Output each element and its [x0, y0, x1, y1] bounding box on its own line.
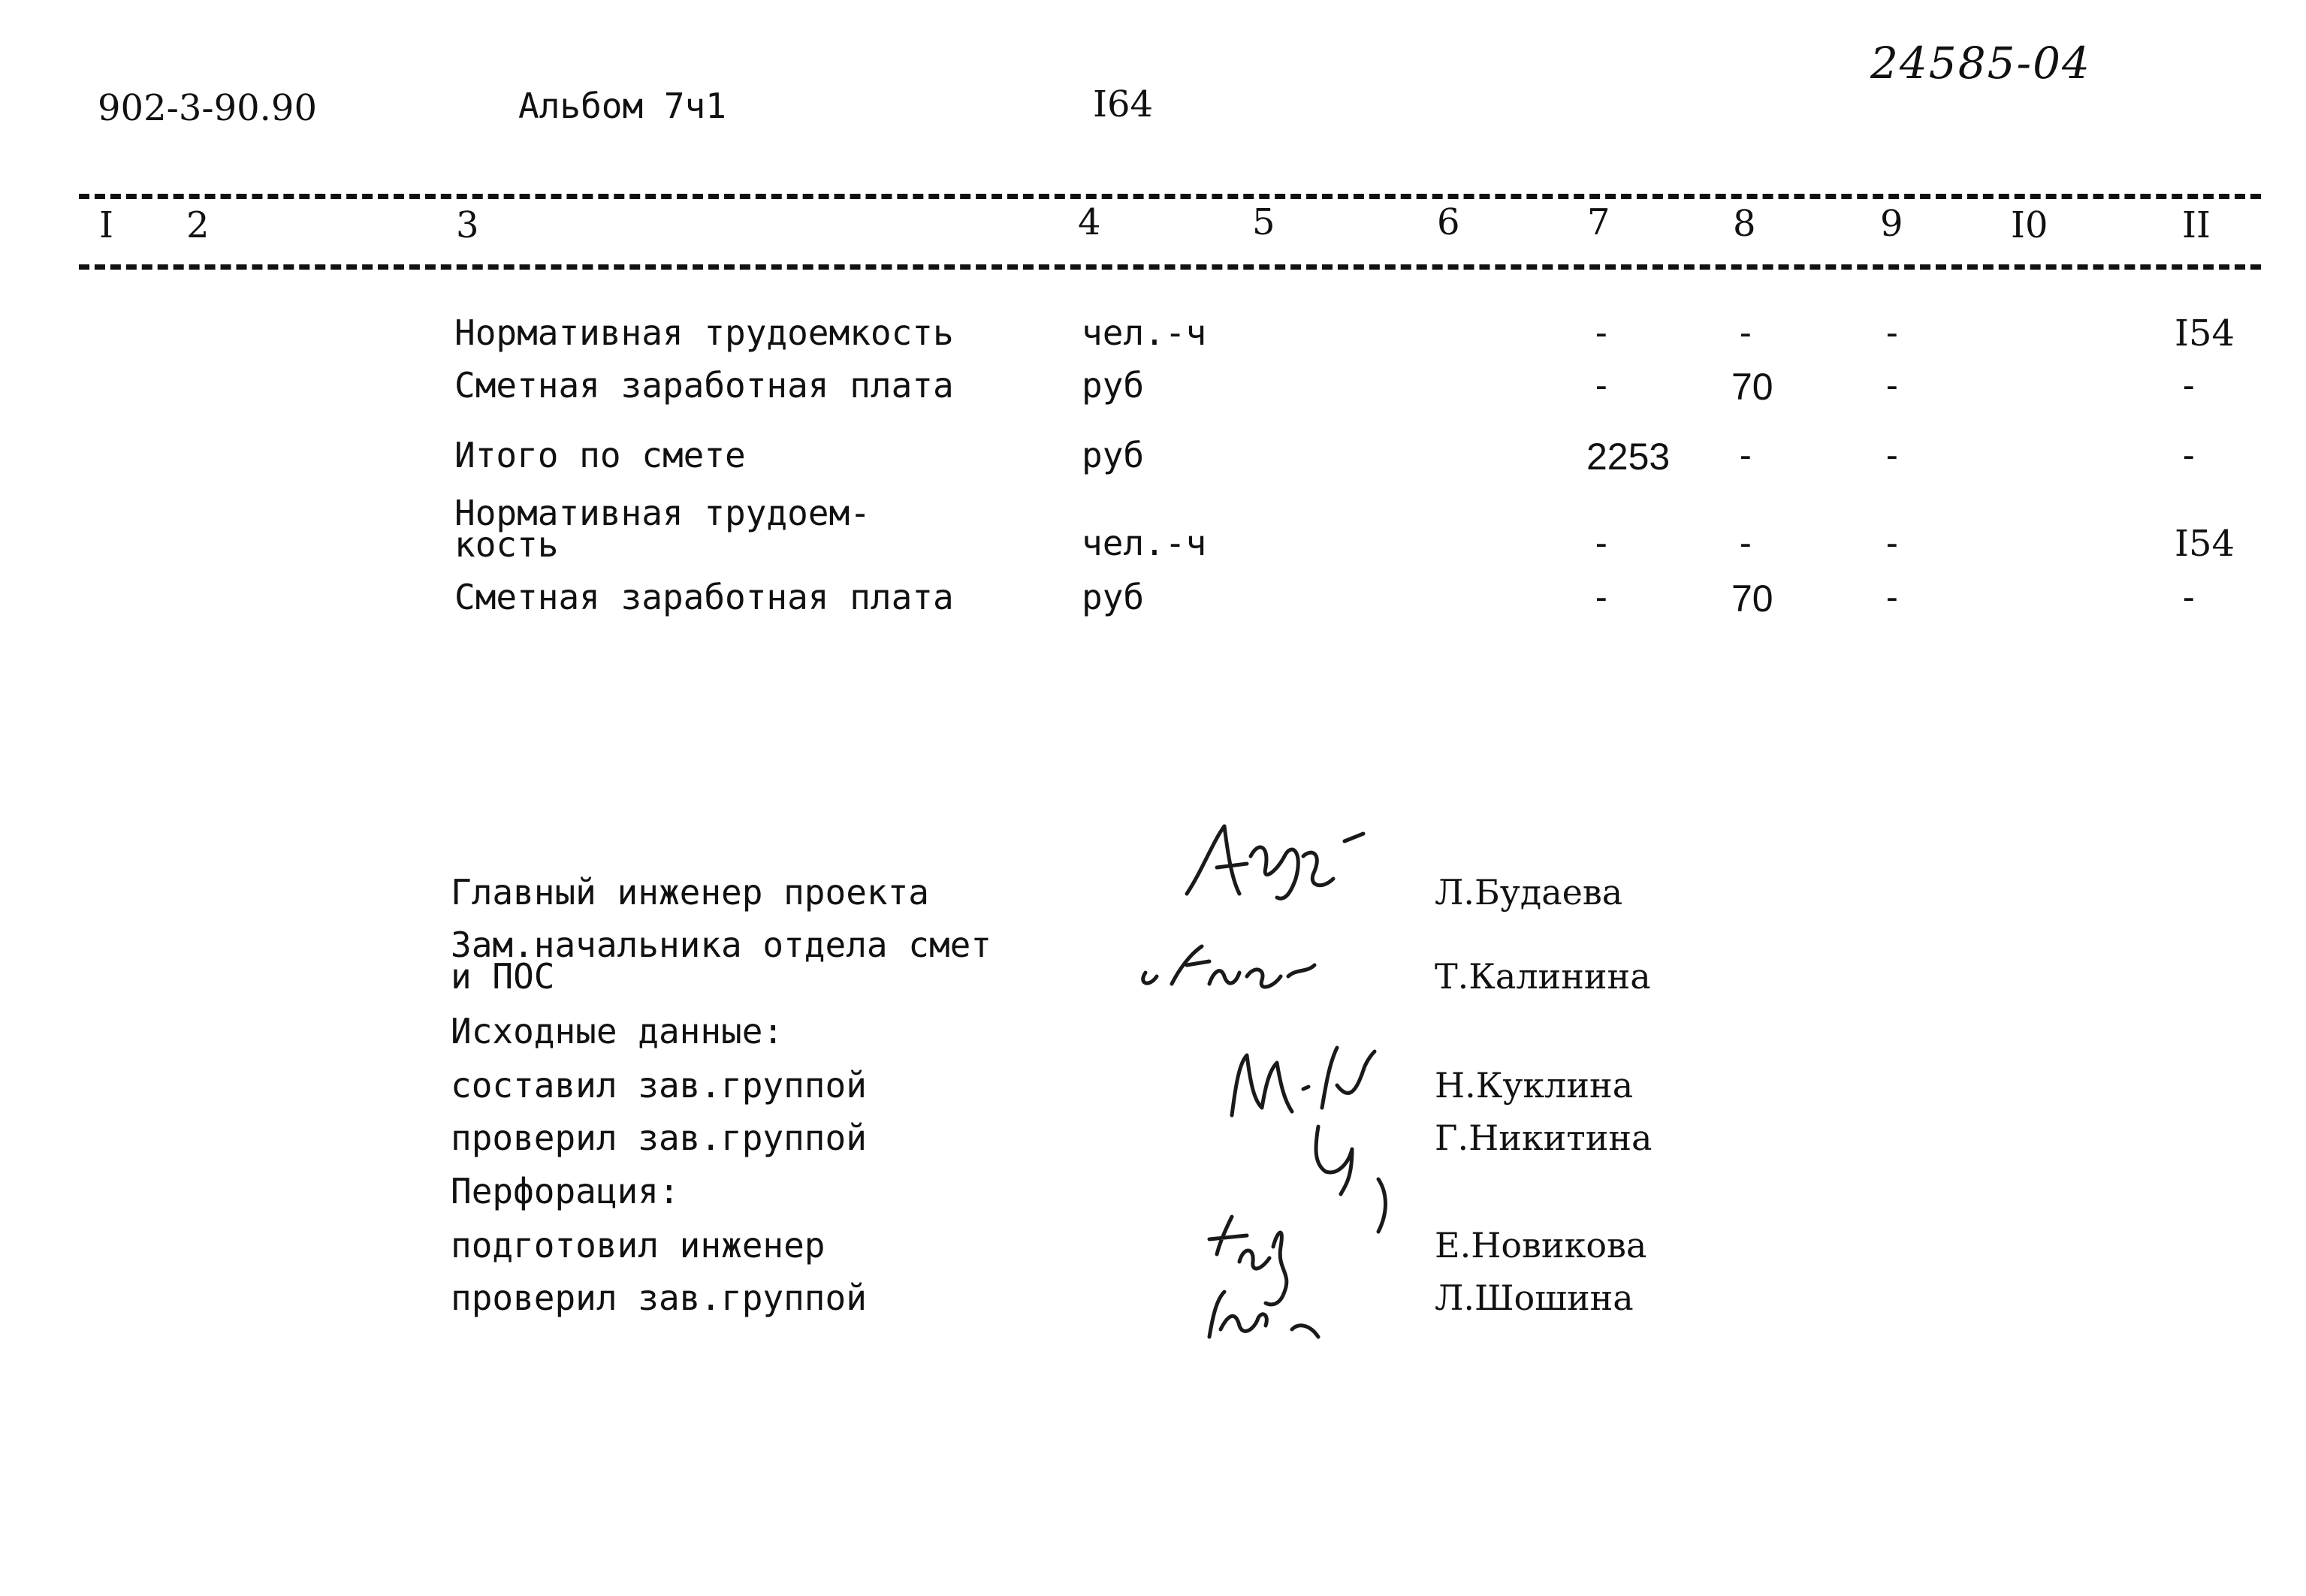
- row-name: Нормативная трудоемкость: [454, 312, 954, 353]
- row-name: Сметная заработная плата: [454, 577, 954, 617]
- checked-label: проверил зав.группой: [451, 1118, 867, 1158]
- row-col11: -: [2178, 577, 2199, 617]
- row-unit: чел.-ч: [1082, 523, 1207, 563]
- table-header-bottom-rule: [79, 264, 2261, 270]
- row-name-line2: кость: [454, 524, 559, 565]
- row-col8: -: [1735, 435, 1756, 475]
- column-number: 7: [1587, 201, 1610, 243]
- row-col7: -: [1591, 312, 1612, 353]
- column-number: 5: [1252, 201, 1275, 243]
- row-col11: -: [2178, 435, 2199, 475]
- row-col8: -: [1735, 523, 1756, 563]
- column-number: 8: [1733, 203, 1756, 245]
- row-col8: 70: [1731, 366, 1773, 408]
- row-col8: 70: [1731, 578, 1773, 620]
- column-number: I0: [2011, 204, 2048, 246]
- row-col11: I54: [2175, 523, 2235, 565]
- checked2-name: Л.Шошина: [1435, 1278, 1634, 1318]
- row-col9: -: [1882, 365, 1903, 406]
- row-unit: руб: [1082, 435, 1145, 475]
- column-number: II: [2182, 204, 2211, 246]
- compiled-label: составил зав.группой: [451, 1065, 867, 1106]
- column-number: 9: [1880, 203, 1903, 245]
- handwritten-signature: [1127, 931, 1352, 999]
- row-col7: 2253: [1586, 436, 1671, 478]
- prepared-label: подготовил инженер: [451, 1225, 826, 1266]
- album-label: Альбом 7ч1: [518, 86, 726, 126]
- row-col9: -: [1882, 577, 1903, 617]
- document-code: 902-3-90.90: [98, 87, 318, 129]
- column-number: 3: [456, 204, 479, 246]
- column-number: 4: [1078, 201, 1101, 243]
- row-unit: чел.-ч: [1082, 312, 1207, 353]
- archive-number: 24585-04: [1870, 38, 2091, 89]
- deputy-label-line2: и ПОС: [451, 956, 555, 997]
- row-unit: руб: [1082, 577, 1145, 617]
- handwritten-signature: [1187, 1202, 1352, 1352]
- checked2-label: проверил зав.группой: [451, 1278, 867, 1318]
- row-col7: -: [1591, 365, 1612, 406]
- row-name: Сметная заработная плата: [454, 365, 954, 406]
- row-col7: -: [1591, 577, 1612, 617]
- handwritten-signature: [1172, 811, 1382, 909]
- table-top-rule: [79, 194, 2261, 199]
- deputy-label-line1: Зам.начальника отдела смет: [451, 925, 992, 965]
- row-col9: -: [1882, 312, 1903, 353]
- row-col7: -: [1591, 523, 1612, 563]
- column-number: 2: [186, 204, 210, 246]
- source-data-label: Исходные данные:: [451, 1011, 784, 1051]
- column-number: I: [99, 204, 113, 246]
- perforation-label: Перфорация:: [451, 1171, 680, 1211]
- page-number: I64: [1093, 83, 1154, 125]
- row-unit: руб: [1082, 365, 1145, 406]
- row-name-line1: Нормативная трудоем-: [454, 493, 871, 533]
- compiled-name: Н.Куклина: [1435, 1065, 1634, 1106]
- row-col8: -: [1735, 312, 1756, 353]
- chief-engineer-name: Л.Будаева: [1435, 872, 1623, 913]
- row-col9: -: [1882, 523, 1903, 563]
- column-number: 6: [1437, 201, 1460, 243]
- chief-engineer-label: Главный инженер проекта: [451, 872, 929, 913]
- row-col11: I54: [2175, 312, 2235, 354]
- row-col9: -: [1882, 435, 1903, 475]
- prepared-name: Е.Новикова: [1435, 1225, 1647, 1266]
- deputy-name: Т.Калинина: [1435, 956, 1651, 997]
- row-name: Итого по смете: [454, 435, 746, 475]
- row-col11: -: [2178, 365, 2199, 406]
- checked-name: Г.Никитина: [1435, 1118, 1653, 1158]
- handwritten-signature: [1217, 1033, 1382, 1130]
